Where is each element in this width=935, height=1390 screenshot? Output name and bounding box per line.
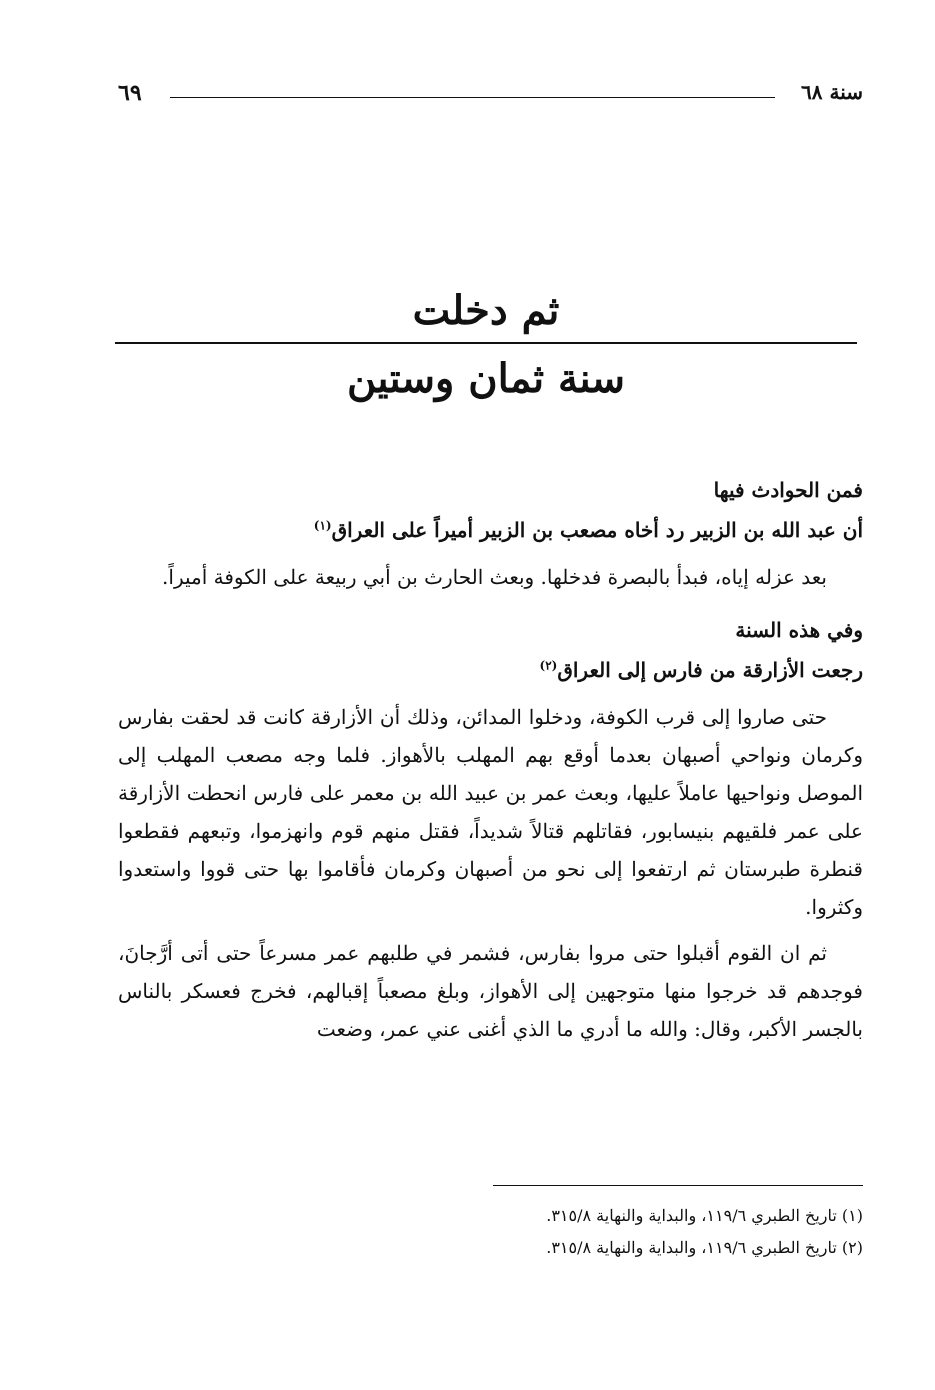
main-text: [118, 470, 863, 1048]
section-subheading: [118, 650, 863, 690]
chapter-title: [115, 282, 857, 408]
paragraph: بعد عزله إياه، فبدأ بالبصرة فدخلها. وبعث الحارث بن أبي ربيعة على الكوفة أميراً.: [162, 565, 827, 589]
footnote-ref[interactable]: (٢): [539, 658, 558, 673]
chapter-title-line-1: ثم دخلت: [412, 287, 560, 334]
footnote-2: (٢) تاريخ الطبري ١١٩/٦، والبداية والنهاية ٣١٥/٨.: [546, 1238, 863, 1257]
paragraph: ثم ان القوم أقبلوا حتى مروا بفارس، فشمر في طلبهم عمر مسرعاً حتى أتى أرَّجانَ، فوجدهم قد خرجوا منها متوجهين إلى الأهواز، وبلغ مصعباً إقبالهم، فخرج فعسكر بالناس بالجسر الأكبر، وقال: والله ما أدري ما الذي أغنى عني عمر، وضعت: [118, 941, 863, 1041]
section-subheading: [118, 510, 863, 550]
chapter-title-rule: [115, 342, 857, 344]
section-heading: فمن الحوادث فيها: [713, 478, 863, 502]
chapter-title-line-2: سنة ثمان وستين: [346, 355, 626, 402]
page-number: ٦٩: [118, 80, 142, 106]
footnote-ref[interactable]: (١): [313, 518, 332, 533]
subheading-text: رجعت الأزارقة من فارس إلى العراق: [557, 658, 863, 682]
running-header: [118, 80, 863, 114]
header-year-label: سنة ٦٨: [801, 80, 863, 104]
paragraph: حتى صاروا إلى قرب الكوفة، ودخلوا المدائن، وذلك أن الأزارقة كانت قد لحقت بفارس وكرمان ونواحي أصبهان بعدما أوقع بهم المهلب بالأهواز. فلما وجه مصعب المهلب إلى الموصل ونواحيها عاملاً عليها، وبعث عمر بن عبيد الله بن معمر على فارس انحطت الأزارقة على عمر فلقيهم بنيسابور، فقاتلهم قتالاً شديداً، فقتل منهم قوم وانهزموا، وتبعهم فقطعوا قنطرة طبرستان ثم ارتفعوا إلى نحو من أصبهان وكرمان فأقاموا بها حتى قووا واستعدوا وكثروا.: [118, 705, 863, 919]
footnote-1: (١) تاريخ الطبري ١١٩/٦، والبداية والنهاية ٣١٥/٨.: [546, 1206, 863, 1225]
subheading-text: أن عبد الله بن الزبير رد أخاه مصعب بن الزبير أميراً على العراق: [331, 518, 863, 542]
footnotes: [118, 1200, 863, 1264]
section-heading: وفي هذه السنة: [735, 618, 863, 642]
footnote-separator: [493, 1185, 863, 1186]
header-rule: [170, 97, 775, 98]
